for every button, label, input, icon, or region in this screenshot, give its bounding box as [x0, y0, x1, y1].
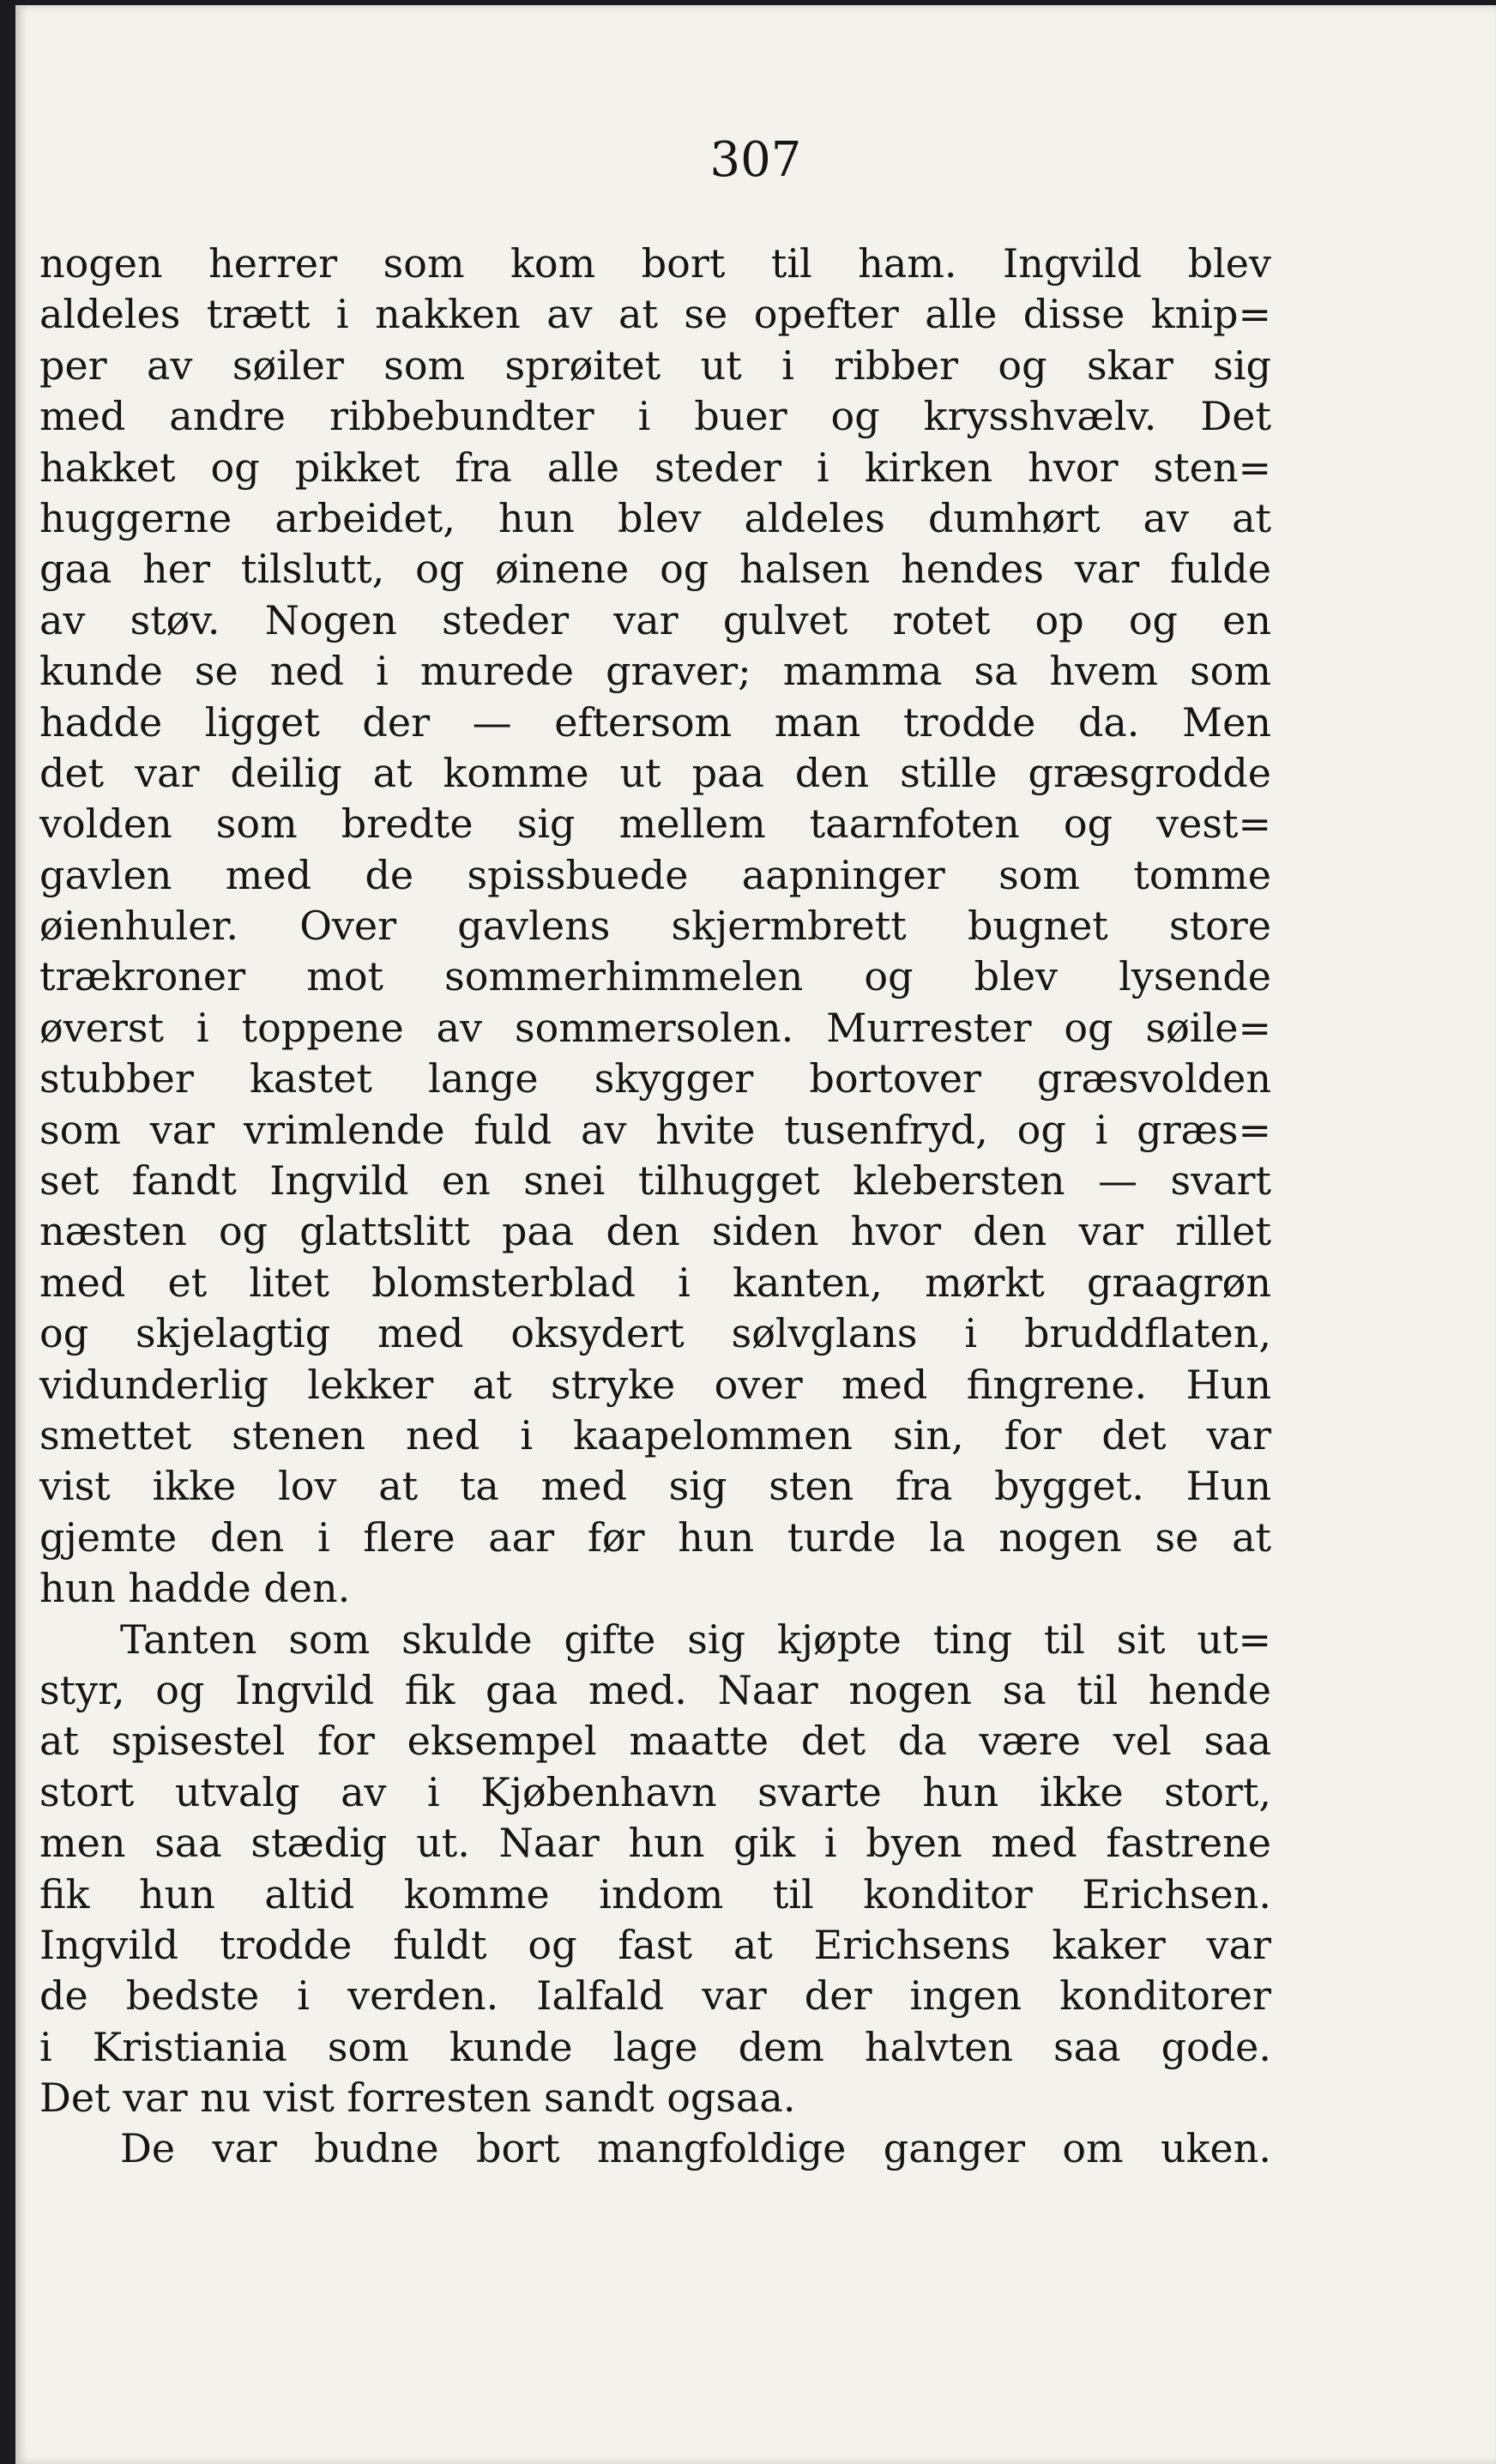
text-line: med andre ribbebundter i buer og krysshvælv. Det: [39, 393, 1271, 440]
text-line: volden som bredte sig mellem taarnfoten og vest=: [39, 800, 1271, 848]
text-line: per av søiler som sprøitet ut i ribber og skar sig: [39, 341, 1271, 389]
text-line: fik hun altid komme indom til konditor Erichsen.: [39, 1870, 1271, 1917]
text-line: at spisestel for eksempel maatte det da være vel saa: [39, 1718, 1271, 1765]
text-line: Tanten som skulde gifte sig kjøpte ting til sit ut=: [120, 1615, 1271, 1663]
text-line: hadde ligget der — eftersom man trodde da. Men: [39, 698, 1271, 746]
text-line: hakket og pikket fra alle steder i kirken hvor sten=: [39, 444, 1271, 491]
text-line: vist ikke lov at ta med sig sten fra bygget. Hun: [39, 1463, 1271, 1510]
text-line: gavlen med de spissbuede aapninger som tomme: [39, 851, 1271, 898]
text-line: huggerne arbeidet, hun blev aldeles dumhørt av at: [39, 494, 1271, 541]
text-line: gaa her tilslutt, og øinene og halsen hendes var fulde: [39, 546, 1271, 593]
text-line: kunde se ned i murede graver; mamma sa hvem som: [39, 648, 1271, 695]
body-text: [39, 239, 1271, 2175]
text-line: og skjelagtig med oksydert sølvglans i bruddflaten,: [39, 1310, 1271, 1357]
text-line: styr, og Ingvild fik gaa med. Naar nogen sa til hende: [39, 1666, 1271, 1713]
text-line: stort utvalg av i Kjøbenhavn svarte hun ikke stort,: [39, 1768, 1271, 1815]
text-line: det var deilig at komme ut paa den stille græsgrodde: [39, 749, 1271, 796]
text-line: av støv. Nogen steder var gulvet rotet op og en: [39, 596, 1271, 643]
text-line: men saa stædig ut. Naar hun gik i byen med fastrene: [39, 1820, 1271, 1867]
text-line: vidunderlig lekker at stryke over med fingrene. Hun: [39, 1361, 1271, 1408]
text-line: med et litet blomsterblad i kanten, mørkt graagrøn: [39, 1259, 1271, 1306]
text-line: De var budne bort mangfoldige ganger om uken.: [120, 2125, 1271, 2172]
text-line: de bedste i verden. Ialfald var der ingen konditorer: [39, 1972, 1271, 2020]
text-line: Det var nu vist forresten sandt ogsaa.: [39, 2074, 796, 2122]
text-line: nogen herrer som kom bort til ham. Ingvild blev: [39, 240, 1271, 287]
text-line: set fandt Ingvild en snei tilhugget klebersten — svart: [39, 1157, 1271, 1205]
text-line: gjemte den i flere aar før hun turde la nogen se at: [39, 1513, 1271, 1561]
text-line: i Kristiania som kunde lage dem halvten saa gode.: [39, 2023, 1271, 2070]
text-line: næsten og glattslitt paa den siden hvor den var rillet: [39, 1208, 1271, 1255]
page-number: 307: [709, 132, 802, 188]
text-line: Ingvild trodde fuldt og fast at Erichsens kaker var: [39, 1921, 1271, 1968]
book-page: [15, 5, 1496, 2464]
text-line: øienhuler. Over gavlens skjermbrett bugnet store: [39, 903, 1271, 950]
text-line: som var vrimlende fuld av hvite tusenfryd, og i græs=: [39, 1106, 1271, 1153]
text-line: hun hadde den.: [39, 1565, 351, 1612]
text-line: trækroner mot sommerhimmelen og blev lysende: [39, 953, 1271, 1000]
text-line: aldeles trætt i nakken av at se opefter alle disse knip=: [39, 291, 1271, 338]
text-line: smettet stenen ned i kaapelommen sin, for det var: [39, 1411, 1271, 1458]
text-line: stubber kastet lange skygger bortover græsvolden: [39, 1055, 1271, 1102]
text-line: øverst i toppene av sommersolen. Murrester og søile=: [39, 1004, 1271, 1051]
